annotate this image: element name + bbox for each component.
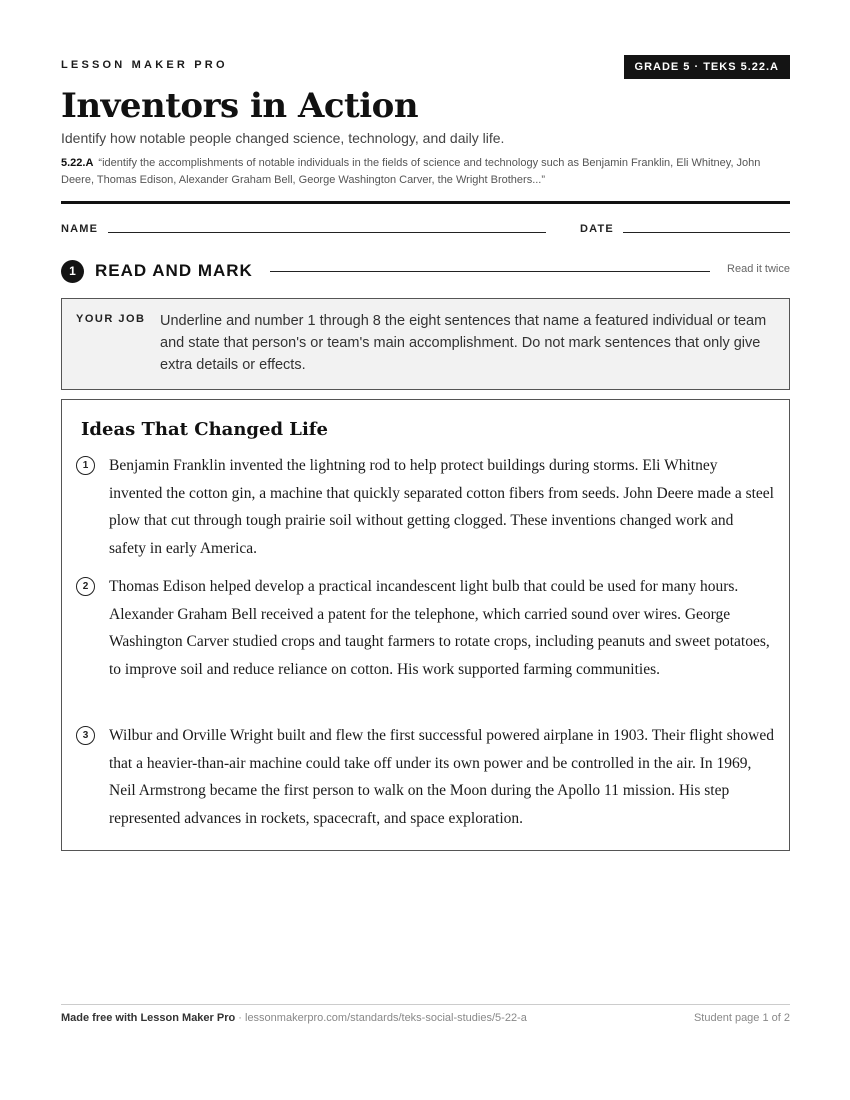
paragraph-text[interactable]: Benjamin Franklin invented the lightning rod to help protect buildings during storms. Eli Whitney invented the cotton gin, a machine that quickly separated cotton fibers from seeds. John Deere made a steel plow that cut through tough prairie soil without getting clogged. These inventions changed work and safety in early America. — [109, 457, 774, 557]
name-label: NAME — [61, 223, 99, 235]
section-note: Read it twice — [727, 263, 790, 275]
passage-title: Ideas That Changed Life — [81, 419, 328, 440]
footer-page-number: Student page 1 of 2 — [693, 1012, 790, 1024]
section-number-badge: 1 — [61, 260, 84, 283]
section-rule — [270, 271, 710, 272]
brand-name: LESSON MAKER PRO — [61, 59, 228, 71]
top-bar — [61, 55, 790, 79]
footer-made-with: Made free with Lesson Maker Pro — [61, 1012, 236, 1024]
header-divider — [61, 201, 790, 204]
reading-passage — [61, 399, 790, 851]
section-header — [61, 258, 790, 284]
standard-text: “identify the accomplishments of notable individuals in the fields of science and technology such as Benjamin Franklin, Eli Whitney, John Deere, Thomas Edison, Alexander Graham Bell, George Washington Carver, the Wright Brothers...” — [61, 157, 761, 186]
footer-divider — [61, 1004, 790, 1005]
paragraph-number: 2 — [76, 577, 95, 596]
section-title: READ AND MARK — [95, 261, 253, 280]
standard-code: 5.22.A — [61, 157, 94, 169]
page-subtitle: Identify how notable people changed science, technology, and daily life. — [61, 130, 505, 146]
page-title: Inventors in Action — [61, 86, 419, 126]
name-field-line[interactable] — [108, 232, 546, 233]
paragraph-text[interactable]: Thomas Edison helped develop a practical incandescent light bulb that could be used for many hours. Alexander Graham Bell received a patent for the telephone, which carried sound over wires. George Washington Carver studied crops and taught farmers to rotate crops, including peanuts and sweet potatoes, to improve soil and reduce reliance on cotton. His work supported farming communities. — [109, 578, 770, 678]
instructions-text: Underline and number 1 through 8 the eight sentences that name a featured individual or team and state that person's or team's main accomplishment. Do not mark sentences that only give extra details or effects. — [160, 313, 767, 373]
date-field-line[interactable] — [623, 232, 790, 233]
footer-credit — [61, 1012, 527, 1024]
footer-url[interactable]: · lessonmakerpro.com/standards/teks-social-studies/5-22-a — [235, 1012, 527, 1024]
date-label: DATE — [580, 223, 614, 235]
standard-description — [61, 155, 790, 189]
paragraph-number: 1 — [76, 456, 95, 475]
paragraph-text[interactable]: Wilbur and Orville Wright built and flew the first successful powered airplane in 1903. Their flight showed that a heavier-than-air machine could take off under its own power and be controlled in the air. In 1969, Neil Armstrong became the first person to walk on the Moon during the Apollo 11 mission. His step represented advances in rockets, spacecraft, and space exploration. — [109, 727, 774, 827]
paragraph-number: 3 — [76, 726, 95, 745]
instructions-box — [61, 298, 790, 390]
grade-badge: GRADE 5 · TEKS 5.22.A — [624, 55, 790, 79]
instructions-label: YOUR JOB — [76, 313, 146, 325]
